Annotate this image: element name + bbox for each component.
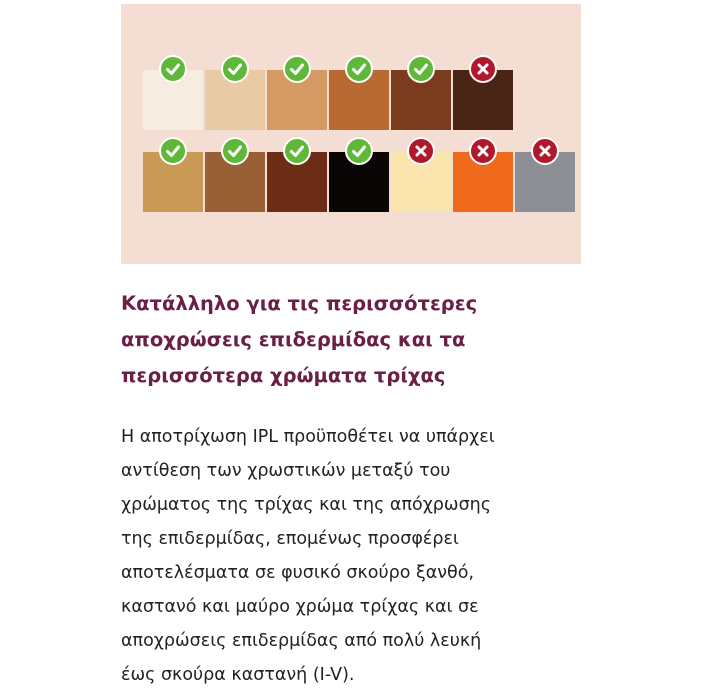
heading-line: Κατάλληλο για τις περισσότερες — [121, 292, 478, 315]
checkmark-icon — [345, 137, 373, 165]
color-swatch — [143, 152, 203, 212]
description-paragraph — [121, 420, 591, 692]
body-line: αντίθεση των χρωστικών μεταξύ του — [121, 461, 451, 481]
cross-icon — [469, 55, 497, 83]
body-line: Η αποτρίχωση IPL προϋποθέτει να υπάρχει — [121, 427, 495, 447]
skin-hair-tone-panel — [121, 4, 581, 264]
checkmark-icon — [407, 55, 435, 83]
checkmark-icon — [283, 55, 311, 83]
color-swatch — [267, 70, 327, 130]
cross-icon — [469, 137, 497, 165]
cross-icon — [531, 137, 559, 165]
color-swatch — [515, 152, 575, 212]
color-swatch — [391, 152, 451, 212]
color-swatch — [143, 70, 203, 130]
color-swatch — [453, 152, 513, 212]
checkmark-icon — [159, 55, 187, 83]
checkmark-icon — [221, 55, 249, 83]
color-swatch — [267, 152, 327, 212]
checkmark-icon — [221, 137, 249, 165]
color-swatch — [453, 70, 513, 130]
color-swatch — [329, 70, 389, 130]
section-heading — [121, 286, 581, 394]
color-swatch — [205, 70, 265, 130]
heading-line: αποχρώσεις επιδερμίδας και τα — [121, 328, 466, 351]
body-line: αποτελέσματα σε φυσικό σκούρο ξανθό, — [121, 563, 475, 583]
checkmark-icon — [345, 55, 373, 83]
cross-icon — [407, 137, 435, 165]
color-swatch — [391, 70, 451, 130]
color-swatch — [329, 152, 389, 212]
body-line: της επιδερμίδας, επομένως προσφέρει — [121, 529, 459, 549]
body-line: αποχρώσεις επιδερμίδας από πολύ λευκή — [121, 631, 482, 651]
color-swatch — [205, 152, 265, 212]
body-line: χρώματος της τρίχας και της απόχρωσης — [121, 495, 492, 515]
heading-line: περισσότερα χρώματα τρίχας — [121, 364, 446, 387]
checkmark-icon — [159, 137, 187, 165]
checkmark-icon — [283, 137, 311, 165]
body-line: έως σκούρα καστανή (I-V). — [121, 665, 355, 685]
body-line: καστανό και μαύρο χρώμα τρίχας και σε — [121, 597, 479, 617]
